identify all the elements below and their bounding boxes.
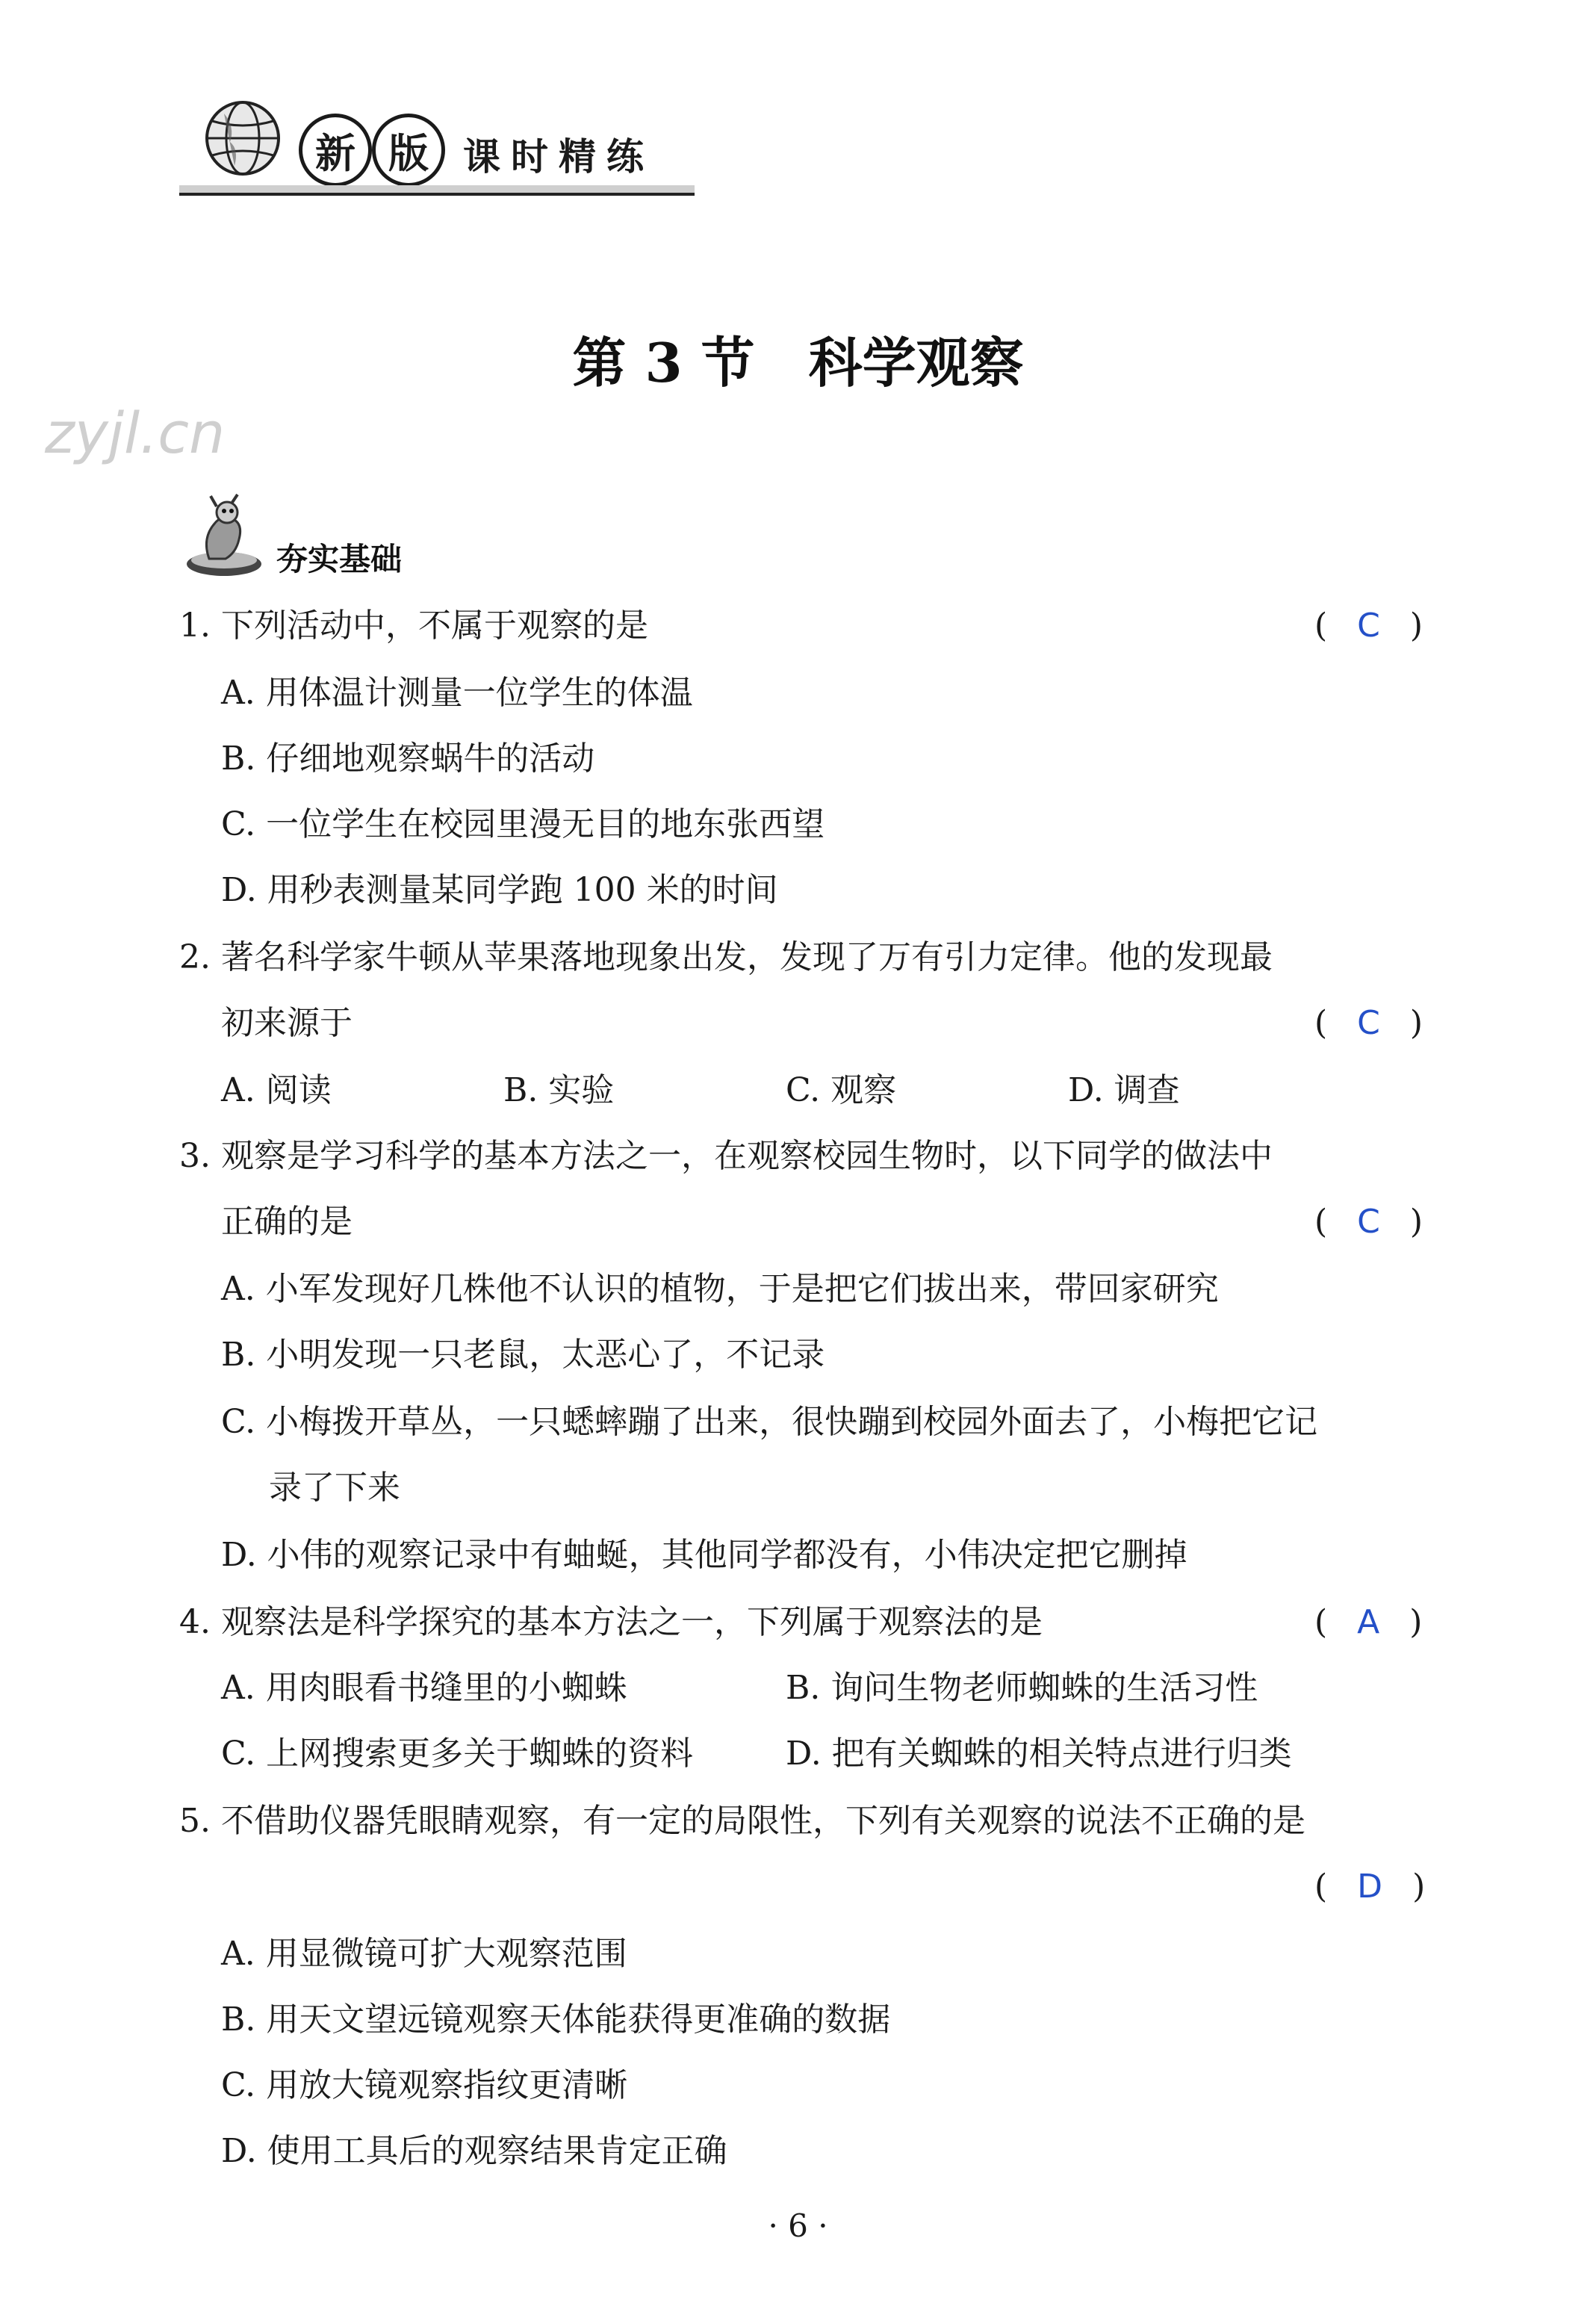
question-1-answer: ( C ) bbox=[1314, 607, 1423, 645]
question-3-text-line-1: 3. 观察是学习科学的基本方法之一，在观察校园生物时，以下同学的做法中 bbox=[179, 1137, 1273, 1175]
question-2-answer: ( C ) bbox=[1314, 1004, 1423, 1042]
question-4-text: 4. 观察法是科学探究的基本方法之一，下列属于观察法的是 bbox=[179, 1603, 1043, 1641]
question-2-option-d: D. 调查 bbox=[1068, 1071, 1180, 1109]
badge-edition: 版 bbox=[372, 114, 445, 187]
question-5-answer: ( D ) bbox=[1314, 1868, 1426, 1906]
header-title: 课时精练 bbox=[463, 135, 654, 179]
question-2-text-line-1: 2. 著名科学家牛顿从苹果落地现象出发，发现了万有引力定律。他的发现最 bbox=[179, 938, 1273, 976]
question-1-option-b: B. 仔细地观察蜗牛的活动 bbox=[221, 740, 595, 778]
section-header bbox=[179, 493, 553, 583]
question-2-option-c: C. 观察 bbox=[786, 1071, 897, 1109]
question-3-answer: ( C ) bbox=[1314, 1203, 1423, 1241]
question-2-option-a: A. 阅读 bbox=[221, 1071, 332, 1109]
question-1-option-d: D. 用秒表测量某同学跑 100 米的时间 bbox=[221, 871, 778, 909]
question-5-text: 5. 不借助仪器凭眼睛观察，有一定的局限性，下列有关观察的说法不正确的是 bbox=[179, 1802, 1305, 1840]
question-3-option-d: D. 小伟的观察记录中有蚰蜒，其他同学都没有，小伟决定把它删掉 bbox=[221, 1536, 1187, 1574]
page-title: 第 3 节 科学观察 bbox=[572, 331, 1024, 394]
question-1-text: 1. 下列活动中，不属于观察的是 bbox=[179, 607, 648, 645]
question-3-option-c-cont: 录了下来 bbox=[269, 1469, 400, 1507]
question-4-option-b: B. 询问生物老师蜘蛛的生活习性 bbox=[786, 1669, 1258, 1707]
page-number: · 6 · bbox=[768, 2207, 828, 2244]
question-4-option-d: D. 把有关蜘蛛的相关特点进行归类 bbox=[786, 1735, 1292, 1773]
question-5-option-b: B. 用天文望远镜观察天体能获得更准确的数据 bbox=[221, 2000, 891, 2039]
watermark: zyjl.cn bbox=[45, 400, 226, 466]
question-5-option-a: A. 用显微镜可扩大观察范围 bbox=[221, 1935, 627, 1973]
question-3-option-c: C. 小梅拨开草丛，一只蟋蟀蹦了出来，很快蹦到校园外面去了，小梅把它记 bbox=[221, 1403, 1318, 1441]
question-4-option-a: A. 用肉眼看书缝里的小蜘蛛 bbox=[221, 1669, 627, 1707]
question-1-option-c: C. 一位学生在校园里漫无目的地东张西望 bbox=[221, 805, 825, 843]
page-header bbox=[179, 67, 702, 202]
mascot-icon bbox=[179, 493, 269, 583]
section-label: 夯实基础 bbox=[276, 541, 403, 577]
badge-new: 新 bbox=[299, 114, 372, 187]
question-3-option-b: B. 小明发现一只老鼠，太恶心了，不记录 bbox=[221, 1336, 825, 1374]
header-rule bbox=[179, 185, 695, 196]
question-1-option-a: A. 用体温计测量一位学生的体温 bbox=[221, 674, 693, 712]
question-3-text-line-2: 正确的是 bbox=[221, 1203, 353, 1241]
globe-icon bbox=[202, 97, 284, 179]
question-4-option-c: C. 上网搜索更多关于蜘蛛的资料 bbox=[221, 1735, 694, 1773]
question-5-option-c: C. 用放大镜观察指纹更清晰 bbox=[221, 2066, 628, 2104]
question-2-text-line-2: 初来源于 bbox=[221, 1004, 353, 1042]
question-2-option-b: B. 实验 bbox=[503, 1071, 615, 1109]
question-5-option-d: D. 使用工具后的观察结果肯定正确 bbox=[221, 2132, 727, 2170]
question-3-option-a: A. 小军发现好几株他不认识的植物，于是把它们拔出来，带回家研究 bbox=[221, 1270, 1219, 1308]
question-4-answer: ( A ) bbox=[1314, 1603, 1423, 1641]
